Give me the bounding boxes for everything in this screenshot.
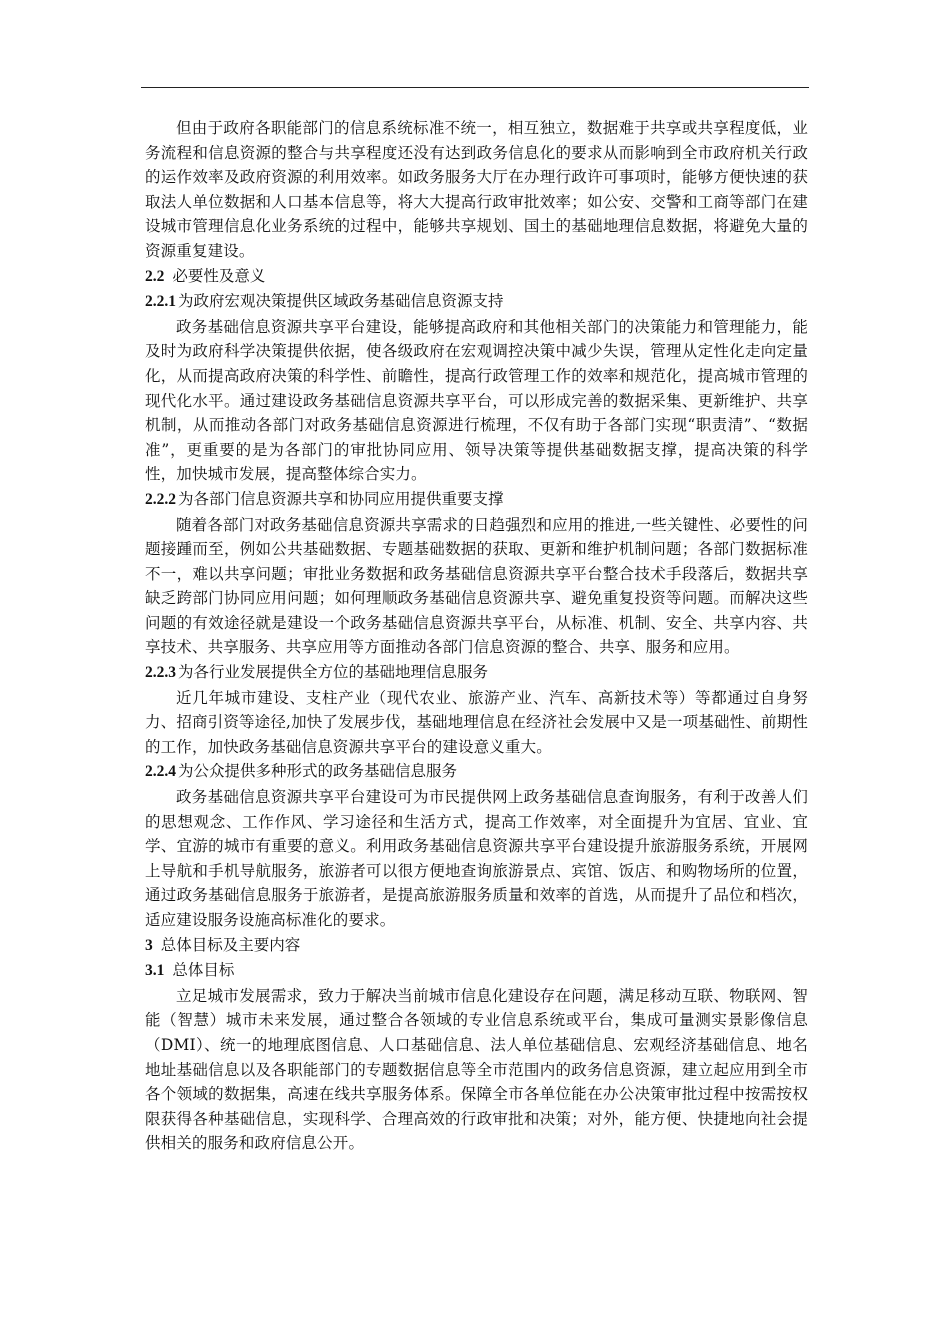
section-title: 为各行业发展提供全方位的基础地理信息服务 xyxy=(178,663,489,682)
section-heading-2-2-3 xyxy=(145,660,808,686)
section-number: 2.2.1 xyxy=(145,293,176,311)
section-title: 为各部门信息资源共享和协同应用提供重要支撑 xyxy=(178,489,504,508)
paragraph: 随着各部门对政务基础信息资源共享需求的日趋强烈和应用的推进,一些关键性、必要性的问题接踵而至，例如公共基础数据、专题基础数据的获取、更新和维护机制问题；各部门数据标准不一，难以共享问题；审批业务数据和政务基础信息资源共享平台整合技术手段落后，数据共享缺乏跨部门协同应用问题；如何理顺政务基础信息资源共享、避免重复投资等问题。而解决这些问题的有效途径就是建设一个政务基础信息资源共享平台，从标准、机制、安全、共享内容、共享技术、共享服务、共享应用等方面推动各部门信息资源的整合、共享、服务和应用。 xyxy=(145,515,808,657)
section-number: 2.2 xyxy=(145,267,165,285)
section-title: 为政府宏观决策提供区域政务基础信息资源支持 xyxy=(178,292,504,311)
paragraph: 政务基础信息资源共享平台建设，能够提高政府和其他相关部门的决策能力和管理能力，能及时为政府科学决策提供依据，使各级政府在宏观调控决策中减少失误，管理从定性化走向定量化，从而提高政府决策的科学性、前瞻性，提高行政管理工作的效率和规范化，提高城市管理的现代化水平。通过建设政务基础信息资源共享平台，可以形成完善的数据采集、更新维护、共享机制，从而推动各部门对政务基础信息资源进行梳理，不仅有助于各部门实现“职责清”、“数据准”，更重要的是为各部门的审批协同应用、领导决策等提供基础数据支撑，提高决策的科学性，加快城市发展，提高整体综合实力。 xyxy=(145,317,808,484)
section-heading-2-2-1 xyxy=(145,289,808,315)
section-title: 必要性及意义 xyxy=(172,266,266,285)
section-number: 2.2.2 xyxy=(145,490,176,508)
paragraph: 立足城市发展需求，致力于解决当前城市信息化建设存在问题，满足移动互联、物联网、智能（智慧）城市未来发展，通过整合各领域的专业信息系统或平台，集成可量测实景影像信息（DMI）、统一的地理底图信息、人口基础信息、法人单位基础信息、宏观经济基础信息、地名地址基础信息以及各职能部门的专题数据信息等全市范围内的政务信息资源，建立起应用到全市各个领域的数据集，高速在线共享服务体系。保障全市各单位能在办公决策审批过程中按需按权限获得各种基础信息，实现科学、合理高效的行政审批和决策；对外，能方便、快捷地向社会提供相关的服务和政府信息公开。 xyxy=(145,986,808,1153)
paragraph: 政务基础信息资源共享平台建设可为市民提供网上政务基础信息查询服务，有利于改善人们的思想观念、工作作风、学习途径和生活方式，提高工作效率，对全面提升为宜居、宜业、宜学、宜游的城市有重要的意义。利用政务基础信息资源共享平台建设提升旅游服务系统，开展网上导航和手机导航服务，旅游者可以很方便地查询旅游景点、宾馆、饭店、和购物场所的位置，通过政务基础信息服务于旅游者，是提高旅游服务质量和效率的首选，从而提升了品位和档次，适应建设服务设施高标准化的要求。 xyxy=(145,788,808,929)
section-heading-2-2-4 xyxy=(145,759,808,785)
section-heading-3-1 xyxy=(145,958,808,984)
section-heading-2-2-2 xyxy=(145,487,808,513)
header-rule xyxy=(141,87,809,88)
section-title: 总体目标 xyxy=(172,961,235,980)
section-number: 2.2.4 xyxy=(145,763,176,781)
paragraph: 但由于政府各职能部门的信息系统标准不统一，相互独立，数据难于共享或共享程度低，业务流程和信息资源的整合与共享程度还没有达到政务信息化的要求从而影响到全市政府机关行政的运作效率及政府资源的利用效率。如政务服务大厅在办理行政许可事项时，能够方便快速的获取法人单位数据和人口基本信息等，将大大提高行政审批效率；如公安、交警和工商等部门在建设城市管理信息化业务系统的过程中，能够共享规划、国土的基础地理信息数据，将避免大量的资源重复建设。 xyxy=(145,119,808,260)
section-title: 为公众提供多种形式的政务基础信息服务 xyxy=(178,762,458,781)
section-number: 3.1 xyxy=(145,962,165,980)
section-title: 总体目标及主要内容 xyxy=(160,935,301,954)
paragraph: 近几年城市建设、支柱产业（现代农业、旅游产业、汽车、高新技术等）等都通过自身努力、招商引资等途径,加快了发展步伐，基础地理信息在经济社会发展中又是一项基础性、前期性的工作，加快政务基础信息资源共享平台的建设意义重大。 xyxy=(145,688,808,756)
section-heading-2-2 xyxy=(145,264,808,290)
section-number: 3 xyxy=(145,936,153,954)
section-heading-3 xyxy=(145,933,808,959)
document-body xyxy=(145,116,808,1156)
section-number: 2.2.3 xyxy=(145,664,176,682)
